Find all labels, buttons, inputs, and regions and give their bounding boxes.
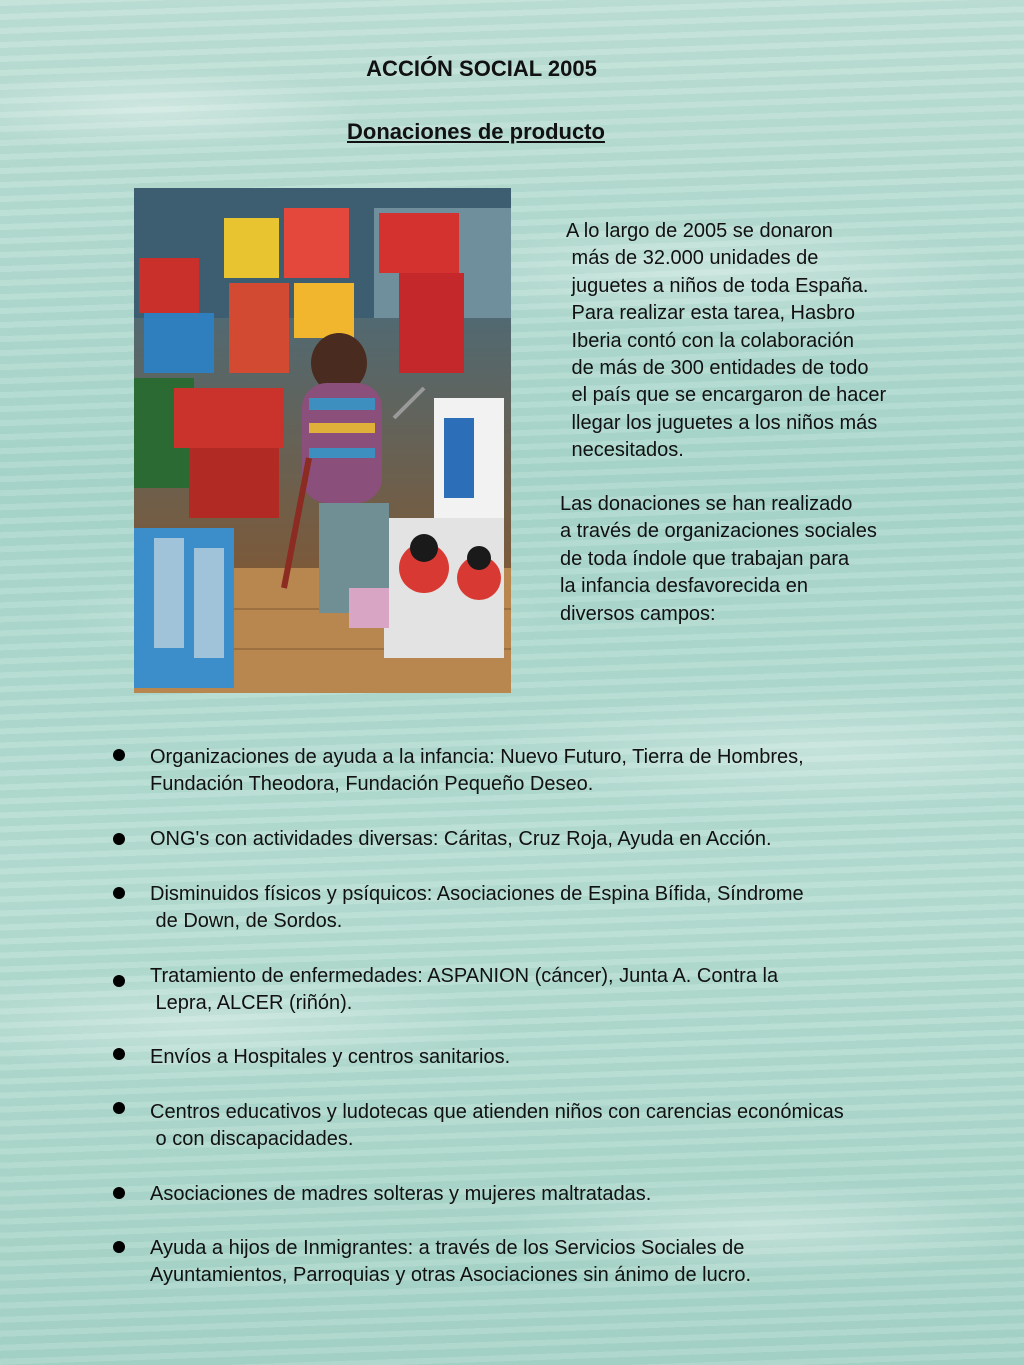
list-item-text: Centros educativos y ludotecas que atienden niños con carencias económicas o con discapacidades. [150, 1101, 844, 1151]
list-item-text: Asociaciones de madres solteras y mujeres maltratadas. [150, 1183, 652, 1205]
bullet-icon [113, 1048, 125, 1060]
list-item-text: Envíos a Hospitales y centros sanitarios. [150, 1046, 511, 1068]
bullet-icon [113, 1241, 125, 1253]
bullet-icon [113, 833, 125, 845]
list-item-text: Tratamiento de enfermedades: ASPANION (cáncer), Junta A. Contra la Lepra, ALCER (riñón). [150, 965, 779, 1015]
bullet-icon [113, 749, 125, 761]
bullet-icon [113, 1187, 125, 1199]
bullet-icon [113, 1102, 125, 1114]
list-item-text: Ayuda a hijos de Inmigrantes: a través de los Servicios Sociales de Ayuntamientos, Parroquias y otras Asociaciones sin ánimo de lucro. [150, 1237, 752, 1287]
list-item-text: Disminuidos físicos y psíquicos: Asociaciones de Espina Bífida, Síndrome de Down, de Sordos. [150, 883, 804, 933]
page-title: ACCIÓN SOCIAL 2005 [366, 56, 597, 81]
intro-paragraph: A lo largo de 2005 se donaron más de 32.000 unidades de juguetes a niños de toda España. Para realizar esta tarea, Hasbro Iberia contó con la colaboración de más de 300 entidades de todo el país que se encargaron de hacer llegar los juguetes a los niños más necesitados. [566, 220, 887, 462]
bullet-icon [113, 975, 125, 987]
list-item-text: ONG's con actividades diversas: Cáritas, Cruz Roja, Ayuda en Acción. [150, 828, 772, 850]
donations-paragraph: Las donaciones se han realizado a través de organizaciones sociales de toda índole que trabajan para la infancia desfavorecida en diversos campos: [560, 493, 877, 625]
photo-illustration [134, 188, 511, 693]
page-subtitle: Donaciones de producto [347, 119, 605, 144]
list-item-text: Organizaciones de ayuda a la infancia: Nuevo Futuro, Tierra de Hombres, Fundación Theodora, Fundación Pequeño Deseo. [150, 746, 804, 796]
toys-donation-photo [134, 188, 511, 693]
bullet-icon [113, 887, 125, 899]
